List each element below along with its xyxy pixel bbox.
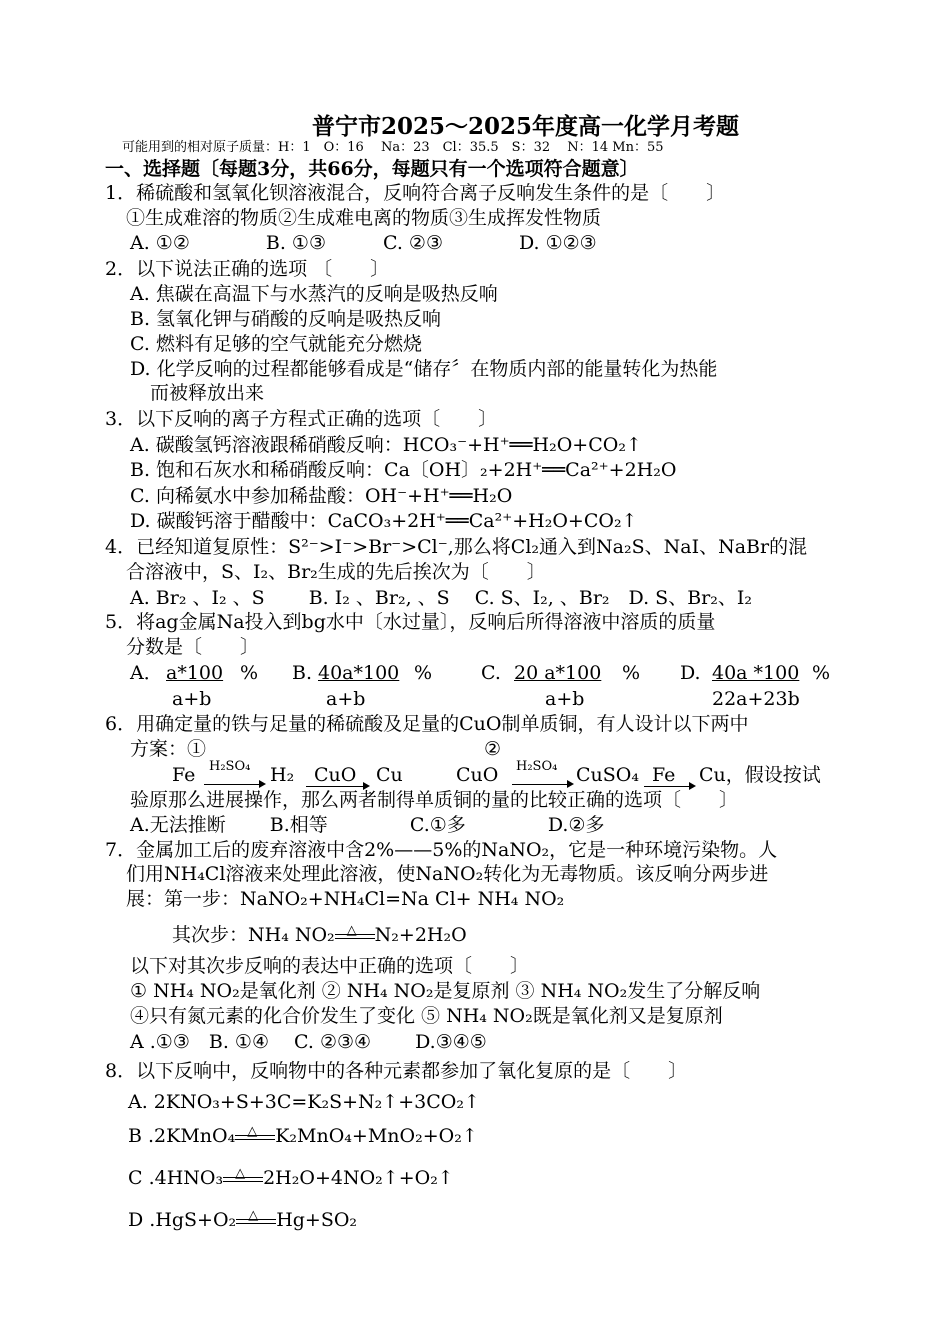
q2-option-c: C. 燃料有足够的空气就能充分燃烧 [130, 333, 422, 355]
q6-cu-1: Cu [376, 764, 403, 786]
q5-stem: 5．将ag金属Na投入到bg水中〔水过量〕，反响后所得溶液中溶质的质量 [105, 611, 716, 633]
page-title: 普宁市2025～2025年度高一化学月考题 [312, 113, 740, 140]
q5-option-b-label: B. [292, 662, 313, 684]
q6-arrow-1 [204, 784, 264, 785]
q5-option-a-numerator: a*100 [166, 662, 224, 684]
q3-option-b: B. 饱和石灰水和稀硝酸反响：Ca〔OH〕₂+2H⁺══Ca²⁺+2H₂O [130, 459, 677, 481]
q3-option-c: C. 向稀氨水中参加稀盐酸：OH⁻+H⁺══H₂O [130, 485, 513, 507]
q7-step2 [172, 923, 467, 947]
q5-option-a-denominator: a+b [172, 688, 212, 710]
q5-option-c-percent: % [622, 662, 641, 684]
q8-option-d [128, 1208, 357, 1232]
q6-cu-2: Cu，假设按试 [699, 764, 821, 786]
q7-stem: 7．金属加工后的废弃溶液中含2%——5%的NaNO₂，它是一种环境污染物。人 [105, 839, 778, 861]
q8-option-c-reactant: C .4HNO₃ [128, 1167, 224, 1189]
q3-option-a: A. 碳酸氢钙溶液跟稀硝酸反响：HCO₃⁻+H⁺══H₂O+CO₂↑ [130, 434, 642, 456]
q4-stem: 4．已经知道复原性：S²⁻>I⁻>Br⁻>Cl⁻,那么将Cl₂通入到Na₂S、NaI、NaBr的混 [105, 536, 808, 558]
q4-options: A. Br₂ 、I₂ 、S B. I₂ 、Br₂, 、S C. S、I₂, 、Br₂ D. S、Br₂、I₂ [130, 587, 752, 609]
delta-symbol: △ [247, 1124, 258, 1139]
q5-option-b-numerator: 40a*100 [318, 662, 400, 684]
q8-option-b-product: K₂MnO₄+MnO₂+O₂↑ [275, 1125, 478, 1147]
q6-stem: 6．用确定量的铁与足量的稀硫酸及足量的CuO制单质铜，有人设计以下两中 [105, 713, 749, 735]
q5-option-d-denominator: 22a+23b [712, 688, 800, 710]
q8-option-b [128, 1124, 478, 1148]
q8-option-c-product: 2H₂O+4NO₂↑+O₂↑ [263, 1167, 454, 1189]
q5-option-a-percent: % [240, 662, 259, 684]
heat-condition-icon [335, 923, 375, 947]
q3-option-d: D. 碳酸钙溶于醋酸中：CaCO₃+2H⁺══Ca²⁺+H₂O+CO₂↑ [130, 510, 638, 532]
q6-line4: 验原那么进展操作，那么两者制得单质铜的量的比较正确的选项〔 〕 [130, 789, 739, 811]
q6-reagent-h2so4-2: H₂SO₄ [516, 759, 558, 774]
q8-option-c [128, 1166, 454, 1190]
q5-option-a-label: A． [130, 662, 163, 684]
q5-option-d-label: D. [680, 662, 701, 684]
q6-options: A.无法推断 B.相等 C.①多 D.②多 [130, 814, 605, 836]
section-heading: 一、选择题〔每题3分，共66分，每题只有一个选项符合题意〕 [105, 158, 639, 180]
q6-arrow-2 [306, 786, 368, 787]
q7-statements-1: ① NH₄ NO₂是氧化剂 ② NH₄ NO₂是复原剂 ③ NH₄ NO₂发生了分解反响 [130, 980, 761, 1002]
q7-step1: 展：第一步：NaNO₂+NH₄Cl=Na Cl+ NH₄ NO₂ [126, 888, 565, 910]
q6-h2: H₂ [270, 764, 295, 786]
q6-reagent-cuo: CuO [314, 764, 357, 786]
q7-statements-2: ④只有氮元素的化合价发生了变化 ⑤ NH₄ NO₂既是氧化剂又是复原剂 [130, 1005, 723, 1027]
q5-option-c-denominator: a+b [545, 688, 585, 710]
q5-option-d-numerator: 40a *100 [712, 662, 800, 684]
q6-reagent-h2so4-1: H₂SO₄ [209, 759, 251, 774]
q5-option-d-percent: % [812, 662, 831, 684]
delta-symbol: △ [235, 1166, 246, 1181]
q2-option-a: A. 焦碳在高温下与水蒸汽的反响是吸热反响 [130, 283, 498, 305]
q2-option-d-cont: 而被释放出来 [150, 382, 265, 404]
q1-options: A. ①② B. ①③ C. ②③ D. ①②③ [130, 232, 597, 254]
q4-line2: 合溶液中，S、I₂、Br₂生成的先后挨次为〔 〕 [126, 561, 546, 583]
q7-question: 以下对其次步反响的表达中正确的选项〔 〕 [130, 955, 530, 977]
q6-scheme-2-label: ② [484, 738, 502, 760]
q8-option-a: A. 2KNO₃+S+3C=K₂S+N₂↑+3CO₂↑ [128, 1091, 480, 1113]
heat-condition-icon [223, 1166, 263, 1190]
q7-line2: 们用NH₄Cl溶液来处理此溶液，使NaNO₂转化为无毒物质。该反响分两步进 [126, 863, 769, 885]
delta-symbol: △ [248, 1208, 259, 1223]
q6-cuso4: CuSO₄ [576, 764, 639, 786]
q6-reagent-fe: Fe [652, 764, 676, 786]
q8-option-d-product: Hg+SO₂ [276, 1209, 358, 1231]
q6-scheme-1-label: 方案：① [130, 738, 207, 760]
q5-option-c-numerator: 20 a*100 [514, 662, 602, 684]
q8-option-b-reactant: B .2KMnO₄ [128, 1125, 236, 1147]
atomic-mass-note: 可能用到的相对原子质量：H：1 O：16 Na：23 Cl：35.5 S：32 N：14 Mn：55 [122, 140, 664, 155]
q5-option-b-denominator: a+b [326, 688, 366, 710]
q6-fe: Fe [172, 764, 196, 786]
q7-options: A .①③ B. ①④ C. ②③④ D.③④⑤ [130, 1031, 487, 1053]
q2-stem: 2．以下说法正确的选项 〔 〕 [105, 258, 390, 280]
delta-symbol: △ [346, 923, 357, 938]
q1-stem: 1．稀硫酸和氢氧化钡溶液混合，反响符合离子反响发生条件的是〔 〕 [105, 182, 726, 204]
q6-arrow-4 [644, 786, 694, 787]
q8-option-d-reactant: D .HgS+O₂ [128, 1209, 237, 1231]
q3-stem: 3．以下反响的离子方程式正确的选项〔 〕 [105, 408, 498, 430]
q2-option-d: D. 化学反响的过程都能够看成是“储存〞在物质内部的能量转化为热能 [130, 358, 718, 380]
q2-option-b: B. 氢氧化钾与硝酸的反响是吸热反响 [130, 308, 442, 330]
q5-option-b-percent: % [414, 662, 433, 684]
q7-step2-product: N₂+2H₂O [374, 924, 467, 946]
q8-stem: 8．以下反响中，反响物中的各种元素都参加了氧化复原的是〔 〕 [105, 1060, 688, 1082]
q6-cuo: CuO [456, 764, 499, 786]
q7-step2-reactant: 其次步：NH₄ NO₂ [172, 924, 335, 946]
q5-option-c-label: C. [481, 662, 501, 684]
q6-arrow-3 [512, 784, 572, 785]
q1-line2: ①生成难溶的物质②生成难电离的物质③生成挥发性物质 [126, 207, 602, 229]
heat-condition-icon [235, 1124, 275, 1148]
q5-line2: 分数是〔 〕 [126, 636, 260, 658]
heat-condition-icon [236, 1208, 276, 1232]
